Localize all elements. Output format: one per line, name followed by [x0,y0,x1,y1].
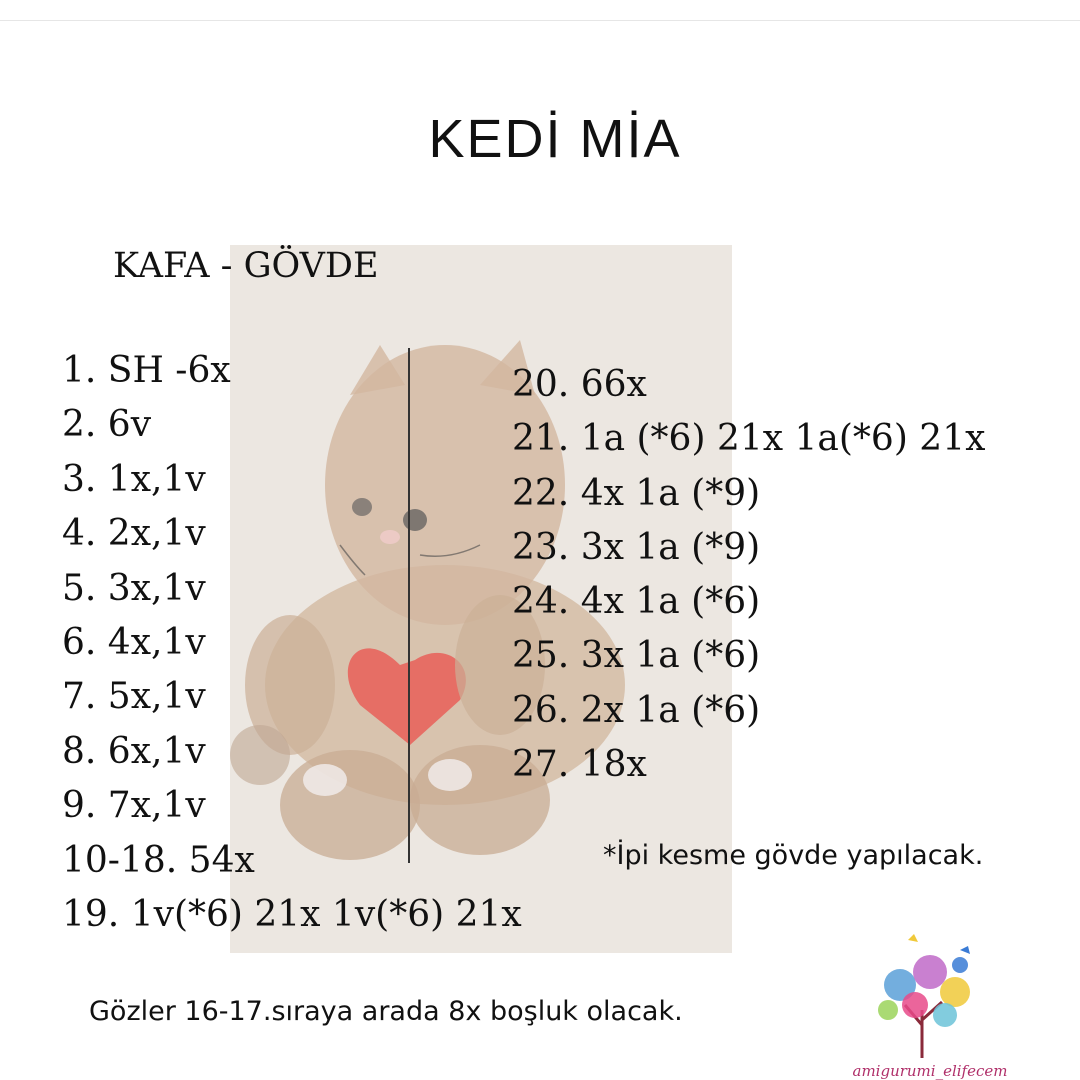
row-item: 24. 4x 1a (*6) [512,581,761,623]
row-item: 8. 6x,1v [62,730,206,772]
row-item: 27. 18x [512,744,647,786]
row-item: 9. 7x,1v [62,785,206,827]
row-item: 26. 2x 1a (*6) [512,689,761,731]
rows-right-list [512,362,985,796]
row-item: 3. 1x,1v [62,458,206,500]
row-item: 7. 5x,1v [62,676,206,718]
top-divider [0,20,1080,21]
row-item: 20. 66x [512,364,647,405]
row-item: 4. 2x,1v [62,513,206,555]
cut-yarn-note: *İpi kesme gövde yapılacak. [603,840,984,871]
row-item: 1. SH -6x [62,350,231,391]
logo-caption: amigurumi_elifecem [852,1062,1008,1080]
row-item: 25. 3x 1a (*6) [512,635,761,677]
row-item: 6. 4x,1v [62,621,206,663]
row-item: 22. 4x 1a (*9) [512,472,761,514]
row-item: 10-18. 54x [62,839,255,881]
row-item: 21. 1a (*6) 21x 1a(*6) 21x [512,418,986,460]
section-title: KAFA - GÖVDE [113,246,379,286]
yarn-tree-logo-icon [860,930,990,1060]
page-title: KEDİ MİA [428,109,682,169]
row-item: 5. 3x,1v [62,567,206,609]
row-item: 2. 6v [62,404,152,446]
eyes-instruction: Gözler 16-17.sıraya arada 8x boşluk olacak. [89,996,683,1027]
row-item: 23. 3x 1a (*9) [512,526,761,568]
row-item: 19. 1v(*6) 21x 1v(*6) 21x [62,893,522,935]
rows-left-list [62,348,522,946]
